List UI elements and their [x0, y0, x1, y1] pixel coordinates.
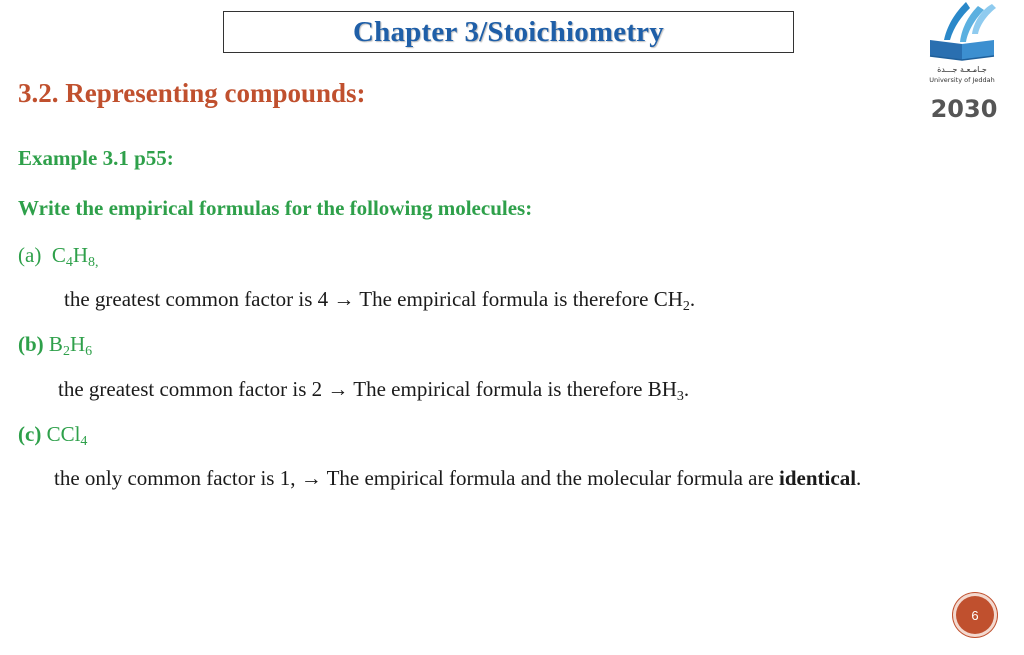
item-c-molecule-line — [18, 422, 87, 447]
item-c-molecule: CCl$_4$ — [46, 422, 88, 449]
logo-english-text: University of Jeddah — [929, 76, 995, 84]
item-b-label: (b) — [18, 332, 44, 356]
logo-year-text: 2030 — [930, 95, 998, 123]
item-b-explanation: the greatest common factor is 2 → The empirical formula is therefore $BH_3$. — [58, 377, 690, 404]
item-c-label: (c) — [18, 422, 42, 446]
university-logo-icon — [918, 0, 1010, 130]
item-a-molecule: $C_4H_{8,}$ — [51, 243, 99, 270]
item-b-molecule-line — [18, 332, 92, 357]
section-heading: 3.2. Representing compounds: — [18, 78, 366, 108]
item-a-molecule-line — [18, 243, 99, 268]
instruction-text: Write the empirical formulas for the following molecules: — [18, 196, 533, 220]
identical-emphasis: identical — [779, 466, 857, 490]
university-logo — [918, 0, 1010, 130]
item-a-label: (a) — [18, 243, 42, 267]
page-number: 6 — [971, 607, 979, 623]
page-number-badge — [956, 596, 994, 634]
example-label: Example 3.1 p55: — [18, 146, 174, 170]
chapter-title: Chapter 3/Stoichiometry — [353, 15, 664, 48]
item-c-explanation: the only common factor is 1, → The empirical formula and the molecular formula are identical. — [54, 466, 862, 490]
item-a-explanation: the greatest common factor is 4 → The empirical formula is therefore $CH_2$. — [64, 287, 696, 314]
item-b-molecule: $B_2H_6$ — [48, 332, 93, 359]
chapter-title-box — [223, 11, 794, 53]
logo-arabic-text: جـامـعـة جـــدة — [937, 65, 987, 74]
